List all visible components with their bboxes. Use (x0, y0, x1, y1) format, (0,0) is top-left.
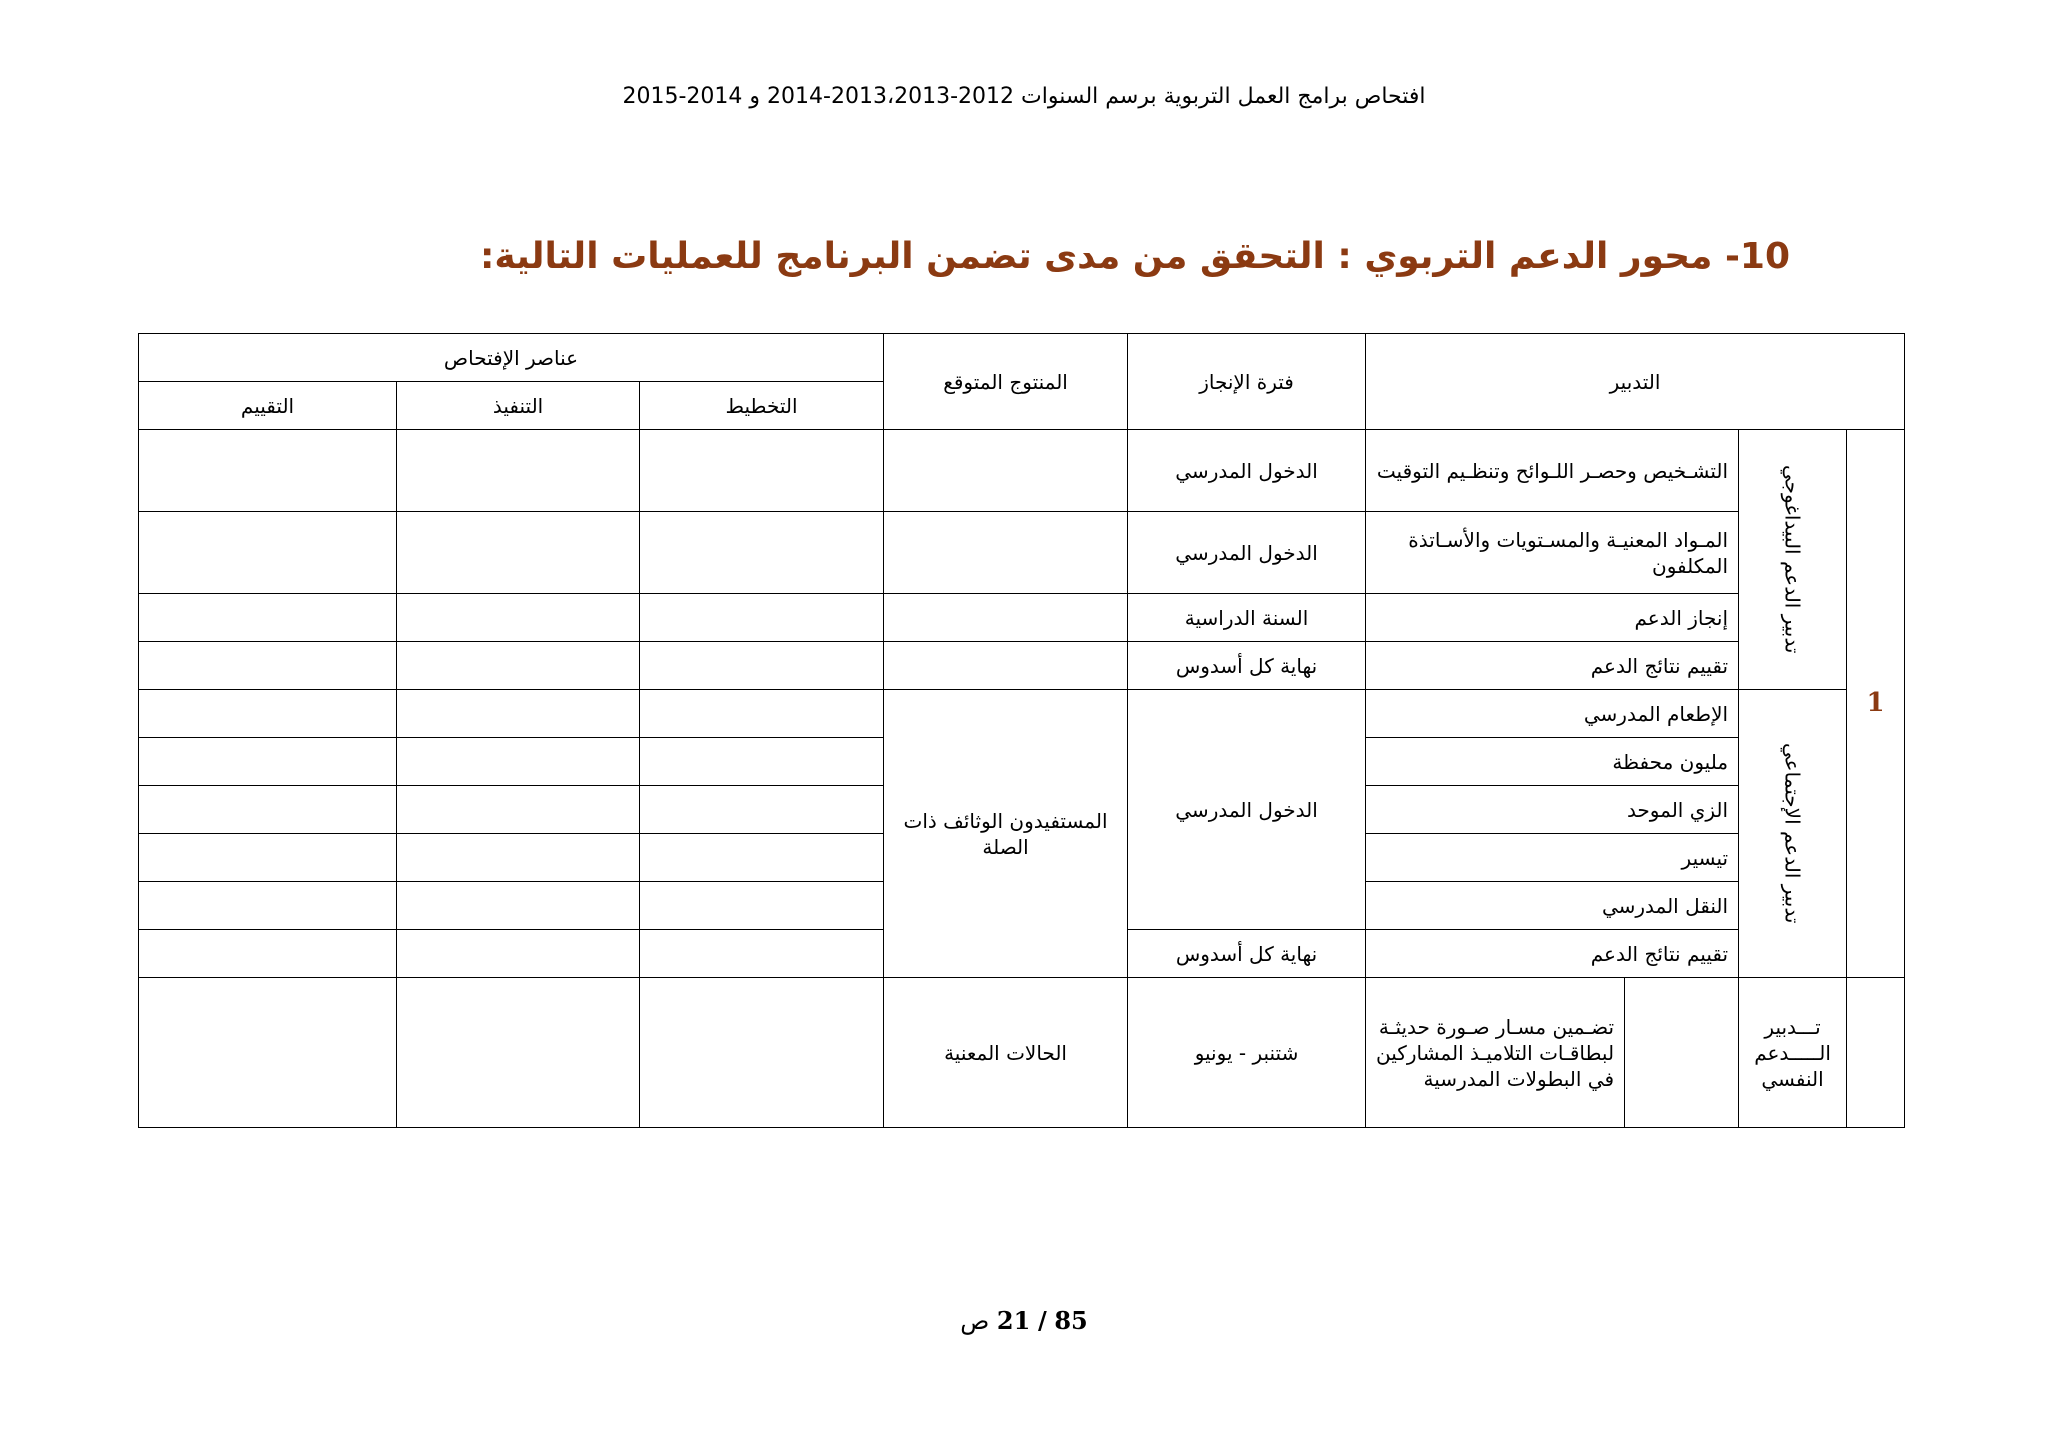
group-psychological: تـــدبير الـــــدعم النفسي (1739, 978, 1847, 1128)
page-separator: / (1037, 1306, 1047, 1335)
header-evaluation: التقييم (139, 382, 397, 430)
header-period-label: فترة الإنجاز (1199, 369, 1294, 394)
psych-item: تضـمين مسـار صـورة حديثـة لبطاقـات التلاميـذ المشاركين في البطولات المدرسية (1366, 978, 1625, 1128)
evaluation-cell (139, 834, 397, 882)
planning-cell (640, 978, 884, 1128)
planning-cell (640, 930, 884, 978)
evaluation-cell (139, 642, 397, 690)
planning-cell (640, 594, 884, 642)
pedagogical-item: المـواد المعنيـة والمسـتويات والأسـاتذة المكلفون (1366, 512, 1739, 594)
execution-cell (397, 594, 640, 642)
group-pedagogical (1739, 430, 1847, 690)
header-period (1128, 334, 1366, 430)
execution-cell (397, 690, 640, 738)
planning-cell (640, 642, 884, 690)
social-period: الدخول المدرسي (1128, 690, 1366, 930)
pedagogical-product (884, 642, 1128, 690)
evaluation-cell (139, 882, 397, 930)
row-number: 1 (1847, 430, 1905, 978)
planning-cell (640, 690, 884, 738)
execution-cell (397, 786, 640, 834)
header-planning: التخطيط (640, 382, 884, 430)
header-execution: التنفيذ (397, 382, 640, 430)
social-item: الإطعام المدرسي (1366, 690, 1739, 738)
social-item: مليون محفظة (1366, 738, 1739, 786)
pedagogical-period: نهاية كل أسدوس (1128, 642, 1366, 690)
evaluation-cell (139, 690, 397, 738)
pedagogical-item: إنجاز الدعم (1366, 594, 1739, 642)
social-product: المستفيدون الوثائف ذات الصلة (884, 690, 1128, 978)
header-tadbir-label: التدبير (1609, 369, 1661, 394)
evaluation-cell (139, 786, 397, 834)
social-period-last: نهاية كل أسدوس (1128, 930, 1366, 978)
planning-cell (640, 512, 884, 594)
page-footer (0, 1306, 2048, 1335)
page-total: 85 (1054, 1306, 1088, 1335)
pedagogical-item: تقييم نتائج الدعم (1366, 642, 1739, 690)
evaluation-cell (139, 738, 397, 786)
table-header-row (139, 334, 1905, 382)
social-item: تقييم نتائج الدعم (1366, 930, 1739, 978)
execution-cell (397, 738, 640, 786)
psych-product: الحالات المعنية (884, 978, 1128, 1128)
table-row (139, 690, 1905, 738)
running-header: افتحاص برامج العمل التربوية برسم السنوات 2012-2013،2013-2014 و 2014-2015 (622, 84, 1426, 109)
table-row (139, 512, 1905, 594)
planning-cell (640, 430, 884, 512)
evaluation-cell (139, 512, 397, 594)
group-social (1739, 690, 1847, 978)
header-audit-elements-label: عناصر الإفتحاص (443, 345, 579, 370)
planning-cell (640, 786, 884, 834)
header-tadbir (1366, 334, 1905, 430)
table-row (139, 430, 1905, 512)
page-current: 21 (996, 1306, 1031, 1335)
psych-period: شتنبر - يونيو (1128, 978, 1366, 1128)
header-audit-elements (139, 334, 884, 382)
audit-table (138, 333, 1905, 1128)
social-item: الزي الموحد (1366, 786, 1739, 834)
evaluation-cell (139, 930, 397, 978)
evaluation-cell (139, 430, 397, 512)
evaluation-cell (139, 978, 397, 1128)
pedagogical-period: الدخول المدرسي (1128, 430, 1366, 512)
planning-cell (640, 834, 884, 882)
pedagogical-product (884, 594, 1128, 642)
social-item: تيسير (1366, 834, 1739, 882)
planning-cell (640, 738, 884, 786)
execution-cell (397, 430, 640, 512)
group-pedagogical-label: تدبير الدعم البيداغوجي (1780, 465, 1805, 654)
execution-cell (397, 930, 640, 978)
pedagogical-product (884, 512, 1128, 594)
pedagogical-product (884, 430, 1128, 512)
row-number-empty (1847, 978, 1905, 1128)
table-row (139, 594, 1905, 642)
execution-cell (397, 512, 640, 594)
table-row (139, 642, 1905, 690)
planning-cell (640, 882, 884, 930)
execution-cell (397, 834, 640, 882)
evaluation-cell (139, 594, 397, 642)
table-row (139, 978, 1905, 1128)
pedagogical-period: السنة الدراسية (1128, 594, 1366, 642)
section-title: 10- محور الدعم التربوي : التحقق من مدى تضمن البرنامج للعمليات التالية: (480, 236, 1790, 277)
header-product (884, 334, 1128, 430)
page-suffix: ص (960, 1307, 990, 1335)
execution-cell (397, 642, 640, 690)
pedagogical-item: التشـخيص وحصـر اللـوائح وتنظـيم التوقيت (1366, 430, 1739, 512)
execution-cell (397, 882, 640, 930)
group-social-label: تدبير الدعم الإجتماعي (1780, 743, 1805, 924)
social-item: النقل المدرسي (1366, 882, 1739, 930)
execution-cell (397, 978, 640, 1128)
psych-empty-cell (1625, 978, 1739, 1128)
header-product-label: المنتوج المتوقع (943, 369, 1068, 394)
pedagogical-period: الدخول المدرسي (1128, 512, 1366, 594)
